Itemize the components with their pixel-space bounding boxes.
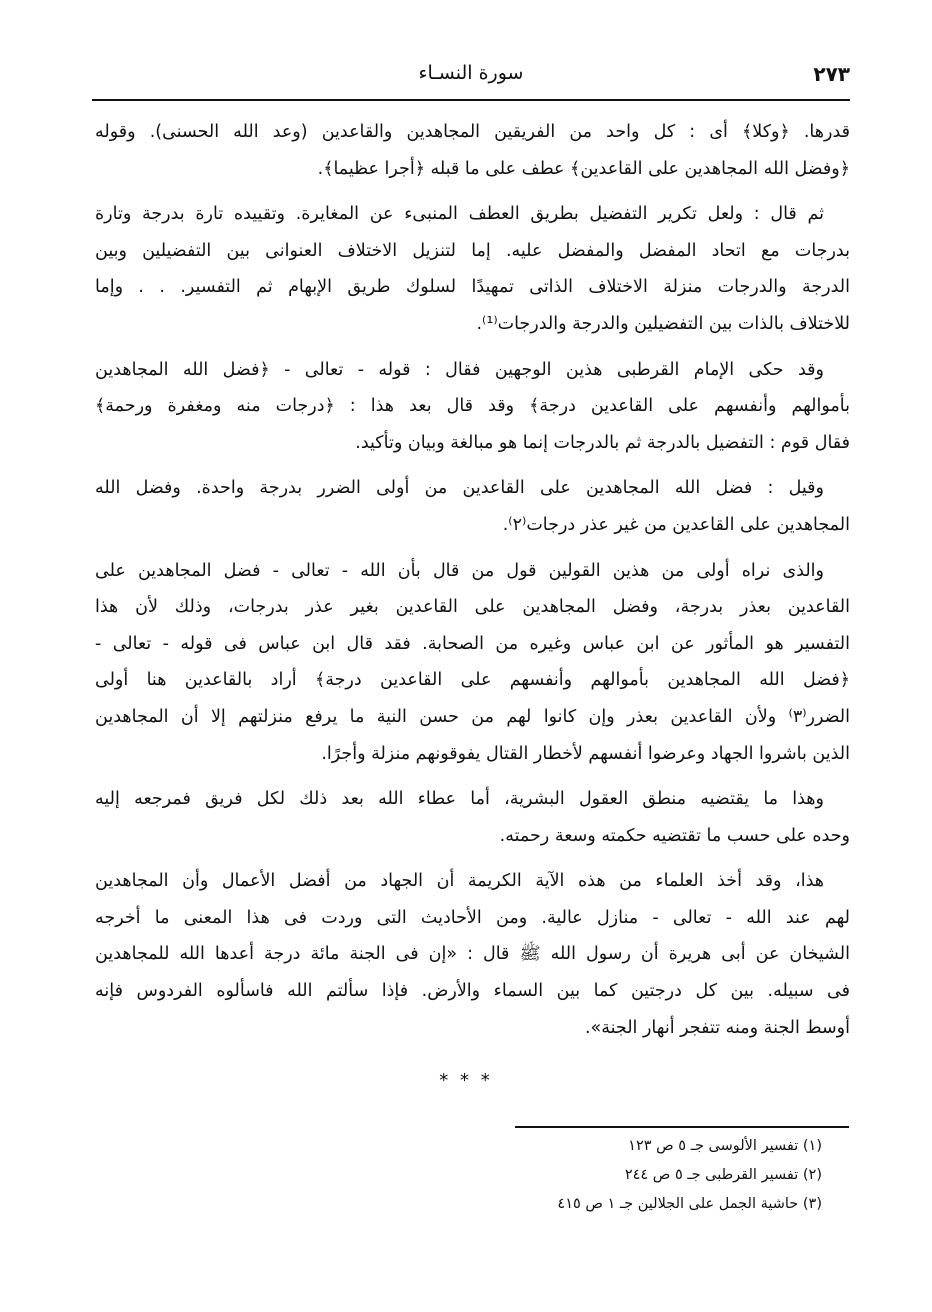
- paragraph: [95, 352, 850, 462]
- text-line: للاختلاف بالذات بين التفضيلين والدرجة والدرجات⁽¹⁾.: [476, 313, 850, 334]
- paragraph: [95, 114, 850, 187]
- text-line: بأموالهم وأنفسهم على القاعدين درجة﴾ وقد قال بعد هذا : ﴿درجات منه ومغفرة ورحمة﴾: [95, 396, 850, 417]
- text-line: المجاهدين على القاعدين من غير عذر درجات⁽٢⁾.: [502, 514, 850, 535]
- header-rule: [92, 99, 850, 101]
- text-line: بدرجات مع اتحاد المفضل والمفضل عليه. إما لتنزيل الاختلاف العنوانى بين التفضيلين وبين: [95, 240, 850, 261]
- paragraph: [95, 470, 850, 543]
- text-line: ثم قال : ولعل تكرير التفضيل بطريق العطف المنبىء عن المغايرة. وتقييده تارة بدرجة وتارة: [95, 204, 824, 225]
- text-line: الضرر⁽٣⁾ ولأن القاعدين بعذر وإن كانوا لهم من حسن النية ما يرفع منزلتهم إلا أن المجاهدين: [95, 706, 850, 727]
- paragraph: [95, 863, 850, 1046]
- text-line: القاعدين بعذر بدرجة، وفضل المجاهدين على القاعدين بغير عذر بدرجات، وذلك لأن هذا: [95, 597, 850, 618]
- text-line: الدرجة والدرجات منزلة الاختلاف الذاتى تمهيدًا لسلوك طريق الإبهام ثم التفسير. . . وإما: [95, 277, 850, 298]
- text-line: وهذا ما يقتضيه منطق العقول البشرية، أما عطاء الله بعد ذلك لكل فريق فمرجعه إليه: [95, 789, 824, 810]
- text-line: وقيل : فضل الله المجاهدين على القاعدين من أولى الضرر بدرجة واحدة. وفضل الله: [95, 478, 824, 499]
- text-line: فقال قوم : التفضيل بالدرجة ثم بالدرجات إنما هو مبالغة وبيان وتأكيد.: [355, 432, 850, 453]
- text-line: التفسير هو المأثور عن ابن عباس وغيره من الصحابة. فقد قال ابن عباس فى قوله - تعالى -: [95, 633, 850, 654]
- main-text: [95, 114, 850, 1055]
- footnote-rule: [515, 1126, 849, 1128]
- text-line: والذى نراه أولى من هذين القولين قول من قال بأن الله - تعالى - فضل المجاهدين على: [95, 560, 824, 581]
- footnote: (٣) حاشية الجمل على الجلالين جـ ١ ص ٤١٥: [557, 1196, 822, 1212]
- footnote: (٢) تفسير القرطبى جـ ٥ ص ٢٤٤: [624, 1167, 822, 1183]
- text-line: فى سبيله. بين كل درجتين كما بين السماء والأرض. فإذا سألتم الله فاسألوه الفردوس فإنه: [95, 981, 850, 1002]
- running-title: سورة النسـاء: [418, 62, 524, 84]
- page-header: [92, 58, 850, 94]
- text-line: وحده على حسب ما تقتضيه حكمته وسعة رحمته.: [499, 825, 850, 846]
- text-line: أوسط الجنة ومنه تتفجر أنهار الجنة».: [584, 1017, 850, 1038]
- page-number: ٢٧٣: [813, 62, 850, 86]
- text-line: هذا، وقد أخذ العلماء من هذه الآية الكريمة أن الجهاد من أفضل الأعمال وأن المجاهدين: [95, 871, 824, 892]
- section-separator: * * *: [439, 1070, 493, 1091]
- text-line: ﴿فضل الله المجاهدين بأموالهم وأنفسهم على القاعدين درجة﴾ أراد بالقاعدين هنا أولى: [95, 670, 850, 691]
- text-line: الشيخان عن أبى هريرة أن رسول الله ﷺ قال : «إن فى الجنة مائة درجة أعدها الله للمجاهدين: [95, 944, 850, 965]
- text-line: قدرها. ﴿وكلا﴾ أى : كل واحد من الفريقين المجاهدين والقاعدين (وعد الله الحسنى). وقوله: [95, 122, 850, 142]
- footnotes: [557, 1132, 822, 1219]
- paragraph: [95, 553, 850, 773]
- footnote: (١) تفسير الألوسى جـ ٥ ص ١٢٣: [628, 1138, 822, 1154]
- text-line: لهم عند الله - تعالى - منازل عالية. ومن الأحاديث التى وردت فى هذا المعنى ما أخرجه: [95, 907, 850, 928]
- text-line: وقد حكى الإمام القرطبى هذين الوجهين فقال : قوله - تعالى - ﴿فضل الله المجاهدين: [95, 359, 824, 380]
- text-line: ﴿وفضل الله المجاهدين على القاعدين﴾ عطف على ما قبله ﴿أجرا عظيما﴾.: [317, 158, 850, 179]
- paragraph: [95, 781, 850, 854]
- paragraph: [95, 196, 850, 342]
- text-line: الذين باشروا الجهاد وعرضوا أنفسهم لأخطار القتال يفوقونهم منزلة وأجرًا.: [321, 743, 850, 764]
